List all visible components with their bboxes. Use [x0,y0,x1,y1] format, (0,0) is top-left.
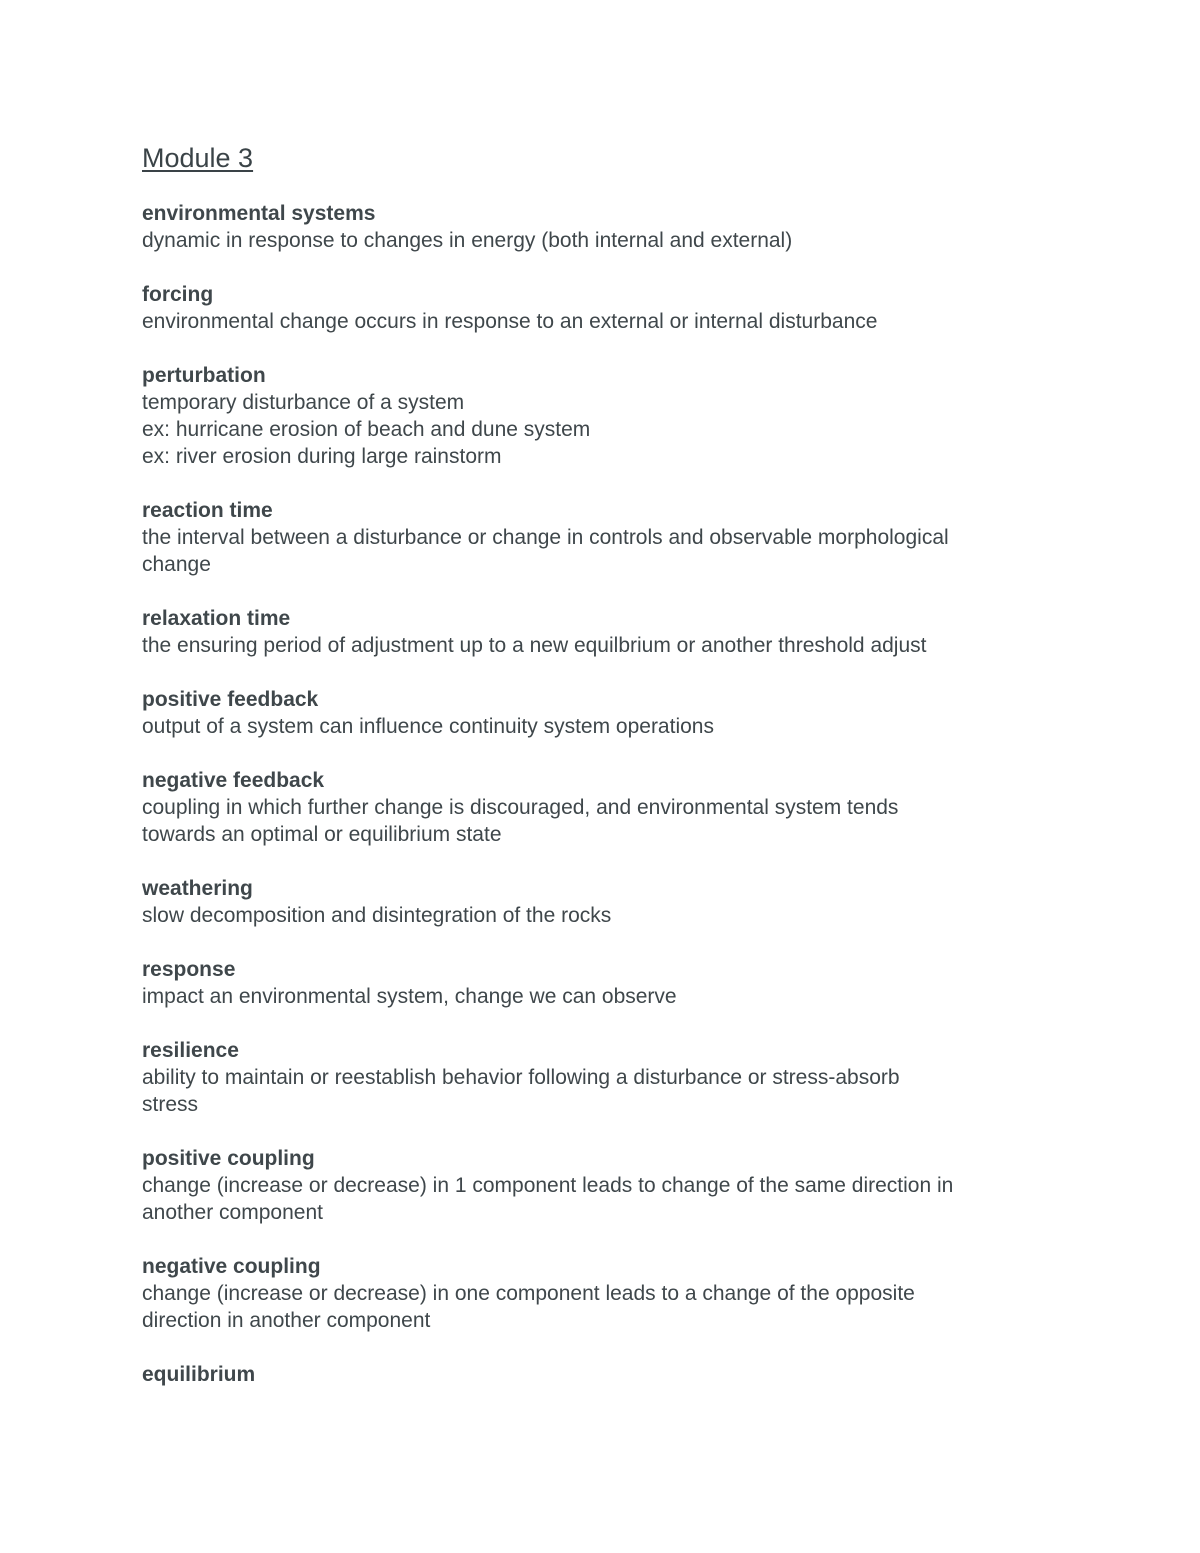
term-entry [142,497,1082,578]
term-definition-line: change (increase or decrease) in one component leads to a change of the opposite [142,1282,915,1305]
term-definition-line: change (increase or decrease) in 1 component leads to change of the same direction in [142,1174,954,1197]
document-page [142,140,1082,1415]
term-definition-line: ability to maintain or reestablish behavior following a disturbance or stress-absorb [142,1066,900,1089]
term-name: forcing [142,283,214,306]
term-definition-line: the interval between a disturbance or change in controls and observable morphological [142,526,949,549]
term-definition-line: direction in another component [142,1309,431,1332]
term-definition-line: environmental change occurs in response to an external or internal disturbance [142,310,878,333]
term-definition-line: coupling in which further change is discouraged, and environmental system tends [142,796,899,819]
term-entry [142,1145,1082,1226]
page-title: Module 3 [142,143,254,173]
term-entry [142,281,1082,335]
term-name: perturbation [142,364,266,387]
term-definition-line: output of a system can influence continuity system operations [142,715,714,738]
term-entry [142,767,1082,848]
term-definition-line: temporary disturbance of a system [142,391,465,414]
term-entry [142,1361,1082,1388]
term-list [142,200,1082,1388]
term-name: reaction time [142,499,273,522]
term-entry [142,362,1082,470]
term-name: response [142,958,236,981]
term-entry [142,1037,1082,1118]
term-definition-line: dynamic in response to changes in energy (both internal and external) [142,229,793,252]
term-name: resilience [142,1039,239,1062]
term-name: environmental systems [142,202,376,225]
term-definition-line: ex: river erosion during large rainstorm [142,445,502,468]
term-name: relaxation time [142,607,291,630]
term-entry [142,875,1082,929]
term-definition-line: change [142,553,211,576]
term-definition-line: ex: hurricane erosion of beach and dune system [142,418,591,441]
term-name: positive feedback [142,688,319,711]
term-name: equilibrium [142,1363,256,1386]
term-definition-line: the ensuring period of adjustment up to a new equilbrium or another threshold adjust [142,634,927,657]
term-definition-line: towards an optimal or equilibrium state [142,823,502,846]
term-entry [142,605,1082,659]
term-definition-line: another component [142,1201,323,1224]
term-entry [142,1253,1082,1334]
term-name: positive coupling [142,1147,315,1170]
term-definition-line: stress [142,1093,199,1116]
term-definition-line: impact an environmental system, change we can observe [142,985,677,1008]
term-entry [142,956,1082,1010]
term-name: negative feedback [142,769,325,792]
term-entry [142,686,1082,740]
term-name: weathering [142,877,253,900]
term-entry [142,200,1082,254]
term-name: negative coupling [142,1255,321,1278]
term-definition-line: slow decomposition and disintegration of the rocks [142,904,612,927]
